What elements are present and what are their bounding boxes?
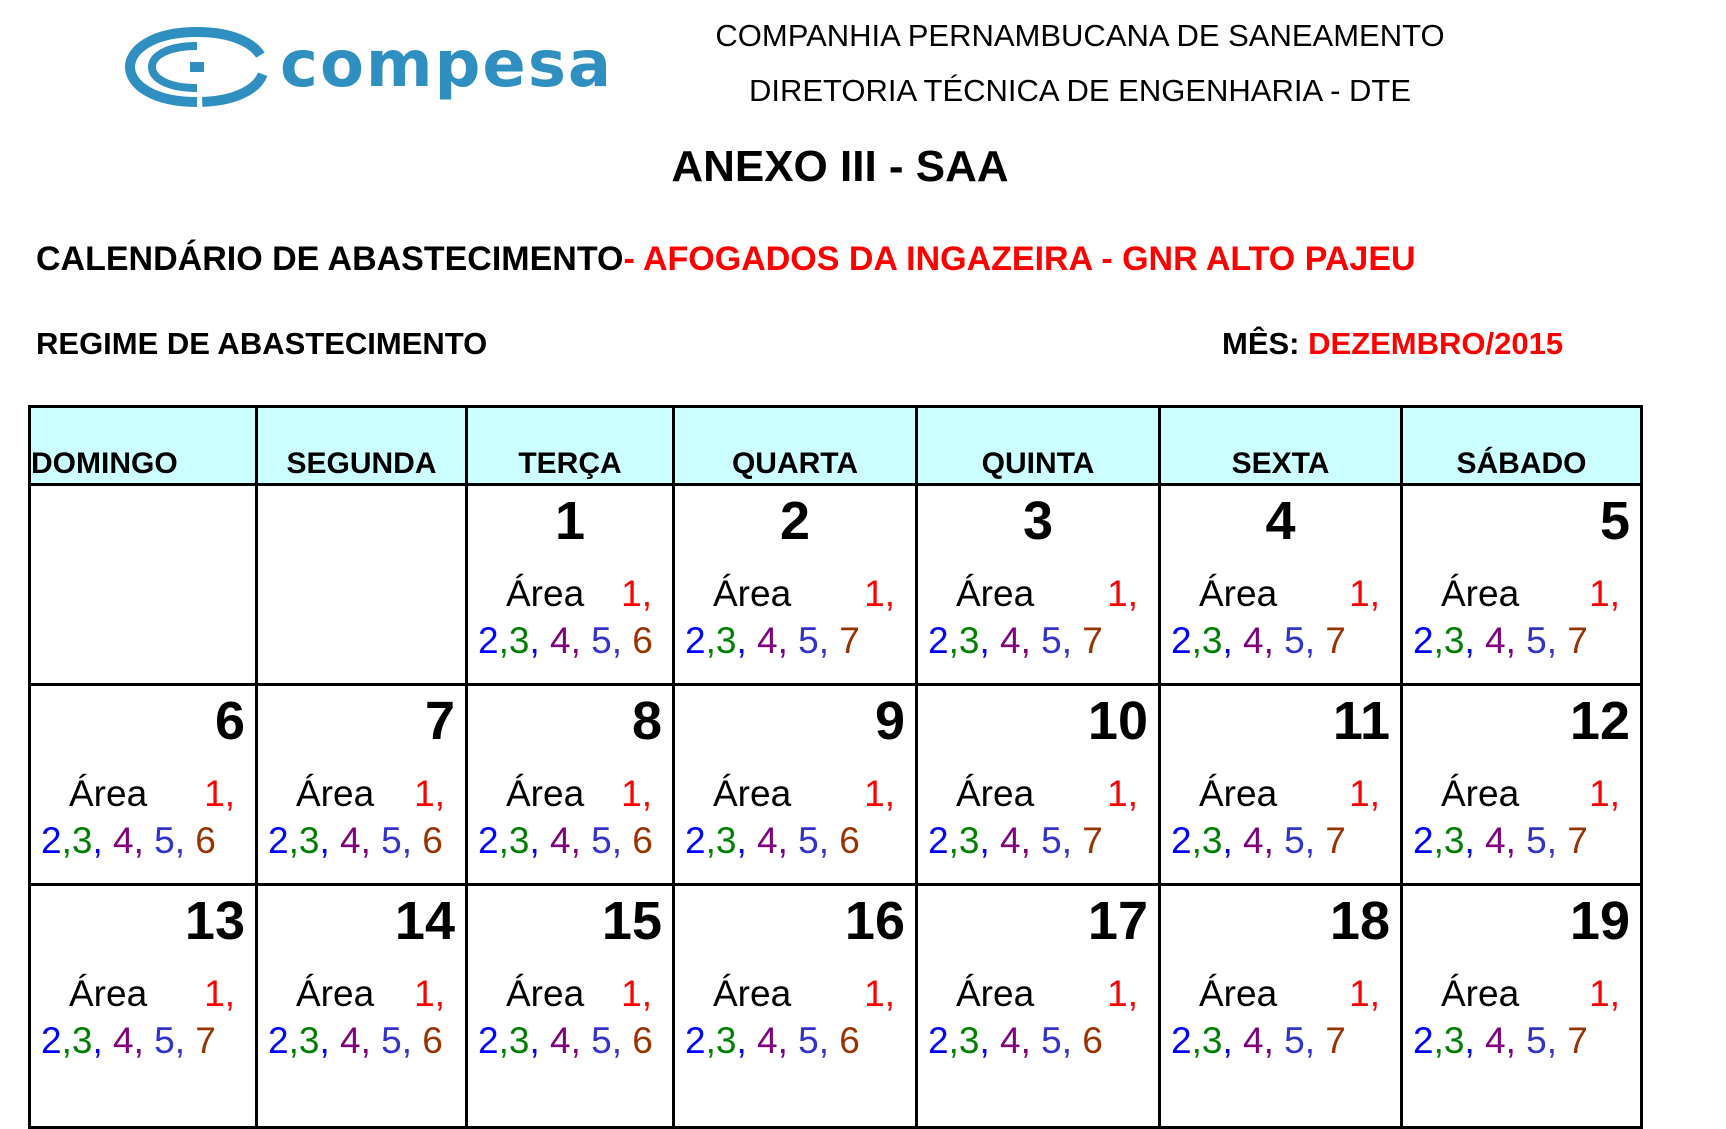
day-number: 8 bbox=[631, 691, 662, 751]
area-sep: , bbox=[1061, 620, 1072, 661]
area-last: 7 bbox=[1325, 1020, 1346, 1061]
area-sep: , bbox=[948, 820, 959, 861]
month-label: MÊS: bbox=[1222, 326, 1300, 361]
area-sep: , bbox=[319, 1020, 330, 1061]
day-number: 4 bbox=[1265, 491, 1296, 551]
area-sep: , bbox=[979, 620, 990, 661]
area-5: 5 bbox=[1041, 620, 1062, 661]
area-5: 5 bbox=[1041, 820, 1062, 861]
day-number: 15 bbox=[601, 891, 662, 951]
area-2: 2 bbox=[478, 620, 499, 661]
area-word: Área bbox=[713, 773, 792, 814]
area-last: 7 bbox=[1567, 1020, 1588, 1061]
area-4: 4 bbox=[113, 820, 134, 861]
area-word: Área bbox=[69, 973, 148, 1014]
supply-areas bbox=[928, 570, 1148, 664]
area-1: 1, bbox=[621, 973, 652, 1014]
area-sep: , bbox=[818, 820, 829, 861]
area-sep: , bbox=[705, 620, 716, 661]
area-2: 2 bbox=[41, 820, 62, 861]
area-2: 2 bbox=[928, 820, 949, 861]
area-sep: , bbox=[1546, 1020, 1557, 1061]
weekday-header: TERÇA bbox=[467, 407, 674, 485]
area-3: 3 bbox=[1443, 620, 1465, 661]
area-3: 3 bbox=[958, 820, 980, 861]
calendar-day-cell bbox=[1160, 685, 1402, 885]
area-5: 5 bbox=[1526, 620, 1547, 661]
area-3: 3 bbox=[715, 1020, 737, 1061]
area-last: 6 bbox=[839, 820, 860, 861]
area-sep: , bbox=[1020, 820, 1031, 861]
area-2: 2 bbox=[478, 1020, 499, 1061]
logo-wordmark: compesa bbox=[280, 28, 614, 102]
area-sep: , bbox=[360, 820, 371, 861]
area-sep: , bbox=[1433, 1020, 1444, 1061]
calendar-day-cell bbox=[674, 885, 917, 1128]
area-sep: , bbox=[92, 1020, 103, 1061]
area-sep: , bbox=[1191, 620, 1202, 661]
calendar-day-cell bbox=[917, 685, 1160, 885]
area-3: 3 bbox=[958, 620, 980, 661]
area-sep: , bbox=[498, 1020, 509, 1061]
area-5: 5 bbox=[591, 820, 612, 861]
day-number: 13 bbox=[184, 891, 245, 951]
area-word: Área bbox=[1199, 773, 1278, 814]
area-last: 7 bbox=[1082, 820, 1103, 861]
area-5: 5 bbox=[381, 820, 402, 861]
area-sep: , bbox=[1505, 820, 1516, 861]
area-sep: , bbox=[705, 820, 716, 861]
month-field bbox=[1222, 326, 1563, 362]
compesa-logo bbox=[122, 22, 614, 112]
area-last: 7 bbox=[1567, 820, 1588, 861]
area-sep: , bbox=[1304, 1020, 1315, 1061]
day-number: 3 bbox=[1022, 491, 1054, 551]
area-1: 1, bbox=[864, 573, 895, 614]
area-last: 6 bbox=[422, 820, 443, 861]
area-2: 2 bbox=[1171, 620, 1192, 661]
annex-title: ANEXO III - SAA bbox=[671, 142, 1009, 191]
area-4: 4 bbox=[340, 820, 361, 861]
area-word: Área bbox=[296, 773, 375, 814]
area-sep: , bbox=[777, 620, 788, 661]
day-number: 17 bbox=[1087, 891, 1148, 951]
area-5: 5 bbox=[1041, 1020, 1062, 1061]
area-sep: , bbox=[1304, 620, 1315, 661]
area-sep: , bbox=[1222, 820, 1233, 861]
supply-areas bbox=[685, 570, 905, 664]
area-3: 3 bbox=[1201, 620, 1223, 661]
calendar-location: - AFOGADOS DA INGAZEIRA - GNR ALTO PAJEU bbox=[623, 240, 1416, 278]
area-1: 1, bbox=[1107, 573, 1138, 614]
area-4: 4 bbox=[1485, 820, 1506, 861]
day-number: 11 bbox=[1332, 691, 1390, 751]
supply-areas bbox=[1413, 770, 1630, 864]
area-word: Área bbox=[713, 573, 792, 614]
area-1: 1, bbox=[1349, 573, 1380, 614]
day-number: 10 bbox=[1087, 691, 1148, 751]
area-5: 5 bbox=[798, 820, 819, 861]
area-1: 1, bbox=[1107, 773, 1138, 814]
supply-areas bbox=[1171, 970, 1390, 1064]
area-sep: , bbox=[133, 1020, 144, 1061]
area-sep: , bbox=[948, 1020, 959, 1061]
area-sep: , bbox=[498, 620, 509, 661]
calendar-week-row bbox=[30, 485, 1642, 685]
area-sep: , bbox=[736, 820, 747, 861]
area-sep: , bbox=[1464, 1020, 1475, 1061]
directorate-name: DIRETORIA TÉCNICA DE ENGENHARIA - DTE bbox=[748, 73, 1412, 108]
area-last: 7 bbox=[1082, 620, 1103, 661]
area-word: Área bbox=[1199, 973, 1278, 1014]
supply-areas bbox=[928, 970, 1148, 1064]
area-sep: , bbox=[777, 820, 788, 861]
area-4: 4 bbox=[757, 1020, 778, 1061]
area-sep: , bbox=[92, 820, 103, 861]
area-3: 3 bbox=[958, 1020, 980, 1061]
area-word: Área bbox=[713, 973, 792, 1014]
area-2: 2 bbox=[685, 820, 706, 861]
area-2: 2 bbox=[1413, 620, 1434, 661]
area-sep: , bbox=[611, 820, 622, 861]
area-sep: , bbox=[133, 820, 144, 861]
area-3: 3 bbox=[508, 620, 530, 661]
area-1: 1, bbox=[1589, 973, 1620, 1014]
supply-areas bbox=[478, 570, 662, 664]
area-sep: , bbox=[529, 820, 540, 861]
supply-areas bbox=[1413, 970, 1630, 1064]
supply-areas bbox=[1171, 570, 1390, 664]
area-1: 1, bbox=[204, 773, 235, 814]
area-1: 1, bbox=[414, 973, 445, 1014]
calendar-week-row bbox=[30, 685, 1642, 885]
area-last: 6 bbox=[632, 620, 653, 661]
day-number: 19 bbox=[1569, 891, 1630, 951]
area-sep: , bbox=[1263, 820, 1274, 861]
area-2: 2 bbox=[41, 1020, 62, 1061]
day-number: 7 bbox=[424, 691, 455, 751]
company-name: COMPANHIA PERNAMBUCANA DE SANEAMENTO bbox=[715, 18, 1445, 53]
area-4: 4 bbox=[1485, 620, 1506, 661]
day-number: 2 bbox=[779, 491, 811, 551]
area-word: Área bbox=[506, 573, 585, 614]
area-sep: , bbox=[1433, 620, 1444, 661]
area-sep: , bbox=[570, 620, 581, 661]
area-5: 5 bbox=[798, 1020, 819, 1061]
area-sep: , bbox=[1433, 820, 1444, 861]
area-3: 3 bbox=[715, 620, 737, 661]
area-1: 1, bbox=[864, 773, 895, 814]
area-sep: , bbox=[174, 820, 185, 861]
calendar-day-cell bbox=[30, 485, 257, 685]
calendar-day-cell bbox=[257, 485, 467, 685]
area-3: 3 bbox=[508, 1020, 530, 1061]
area-2: 2 bbox=[685, 1020, 706, 1061]
day-number: 5 bbox=[1599, 491, 1630, 551]
area-3: 3 bbox=[71, 1020, 93, 1061]
area-5: 5 bbox=[1284, 1020, 1305, 1061]
area-1: 1, bbox=[1589, 773, 1620, 814]
supply-areas bbox=[928, 770, 1148, 864]
area-sep: , bbox=[498, 820, 509, 861]
area-sep: , bbox=[570, 820, 581, 861]
calendar-day-cell bbox=[1160, 885, 1402, 1128]
area-4: 4 bbox=[757, 820, 778, 861]
supply-calendar bbox=[28, 405, 1643, 1129]
calendar-day-cell bbox=[674, 485, 917, 685]
area-word: Área bbox=[1199, 573, 1278, 614]
area-1: 1, bbox=[1349, 973, 1380, 1014]
area-sep: , bbox=[1546, 820, 1557, 861]
calendar-day-cell bbox=[467, 485, 674, 685]
area-5: 5 bbox=[1526, 1020, 1547, 1061]
weekday-header: DOMINGO bbox=[30, 407, 257, 485]
weekday-header: SÁBADO bbox=[1402, 407, 1642, 485]
area-sep: , bbox=[61, 820, 72, 861]
area-4: 4 bbox=[1000, 820, 1021, 861]
area-4: 4 bbox=[550, 620, 571, 661]
area-1: 1, bbox=[621, 573, 652, 614]
area-word: Área bbox=[956, 973, 1035, 1014]
area-last: 6 bbox=[195, 820, 216, 861]
area-5: 5 bbox=[1526, 820, 1547, 861]
area-1: 1, bbox=[621, 773, 652, 814]
area-sep: , bbox=[1061, 820, 1072, 861]
area-2: 2 bbox=[928, 620, 949, 661]
area-sep: , bbox=[570, 1020, 581, 1061]
area-last: 7 bbox=[839, 620, 860, 661]
area-sep: , bbox=[1464, 620, 1475, 661]
area-sep: , bbox=[401, 1020, 412, 1061]
area-3: 3 bbox=[508, 820, 530, 861]
area-4: 4 bbox=[1000, 620, 1021, 661]
weekday-header: SEXTA bbox=[1160, 407, 1402, 485]
calendar-day-cell bbox=[467, 885, 674, 1128]
supply-areas bbox=[1171, 770, 1390, 864]
month-value: DEZEMBRO/2015 bbox=[1308, 326, 1564, 361]
area-1: 1, bbox=[1107, 973, 1138, 1014]
area-5: 5 bbox=[154, 820, 175, 861]
area-4: 4 bbox=[1243, 1020, 1264, 1061]
area-2: 2 bbox=[268, 1020, 289, 1061]
area-3: 3 bbox=[1201, 1020, 1223, 1061]
day-number: 1 bbox=[554, 491, 586, 551]
area-sep: , bbox=[319, 820, 330, 861]
calendar-day-cell bbox=[1402, 485, 1642, 685]
area-sep: , bbox=[1304, 820, 1315, 861]
area-sep: , bbox=[529, 620, 540, 661]
area-sep: , bbox=[611, 1020, 622, 1061]
area-sep: , bbox=[1222, 620, 1233, 661]
area-word: Área bbox=[956, 573, 1035, 614]
area-last: 6 bbox=[422, 1020, 443, 1061]
area-sep: , bbox=[61, 1020, 72, 1061]
area-2: 2 bbox=[1413, 1020, 1434, 1061]
area-4: 4 bbox=[550, 820, 571, 861]
area-word: Área bbox=[956, 773, 1035, 814]
area-2: 2 bbox=[268, 820, 289, 861]
area-word: Área bbox=[296, 973, 375, 1014]
area-3: 3 bbox=[71, 820, 93, 861]
area-sep: , bbox=[1546, 620, 1557, 661]
area-2: 2 bbox=[1171, 820, 1192, 861]
area-last: 7 bbox=[195, 1020, 216, 1061]
area-4: 4 bbox=[340, 1020, 361, 1061]
area-sep: , bbox=[818, 1020, 829, 1061]
area-last: 7 bbox=[1567, 620, 1588, 661]
supply-areas bbox=[685, 970, 905, 1064]
area-5: 5 bbox=[381, 1020, 402, 1061]
supply-areas bbox=[1413, 570, 1630, 664]
area-sep: , bbox=[401, 820, 412, 861]
area-sep: , bbox=[288, 820, 299, 861]
area-5: 5 bbox=[591, 1020, 612, 1061]
area-word: Área bbox=[506, 973, 585, 1014]
area-1: 1, bbox=[414, 773, 445, 814]
calendar-day-cell bbox=[467, 685, 674, 885]
area-sep: , bbox=[1061, 1020, 1072, 1061]
area-4: 4 bbox=[1243, 620, 1264, 661]
area-sep: , bbox=[736, 1020, 747, 1061]
area-1: 1, bbox=[1349, 773, 1380, 814]
area-5: 5 bbox=[1284, 820, 1305, 861]
area-sep: , bbox=[979, 1020, 990, 1061]
calendar-label: CALENDÁRIO DE ABASTECIMENTO bbox=[36, 240, 624, 278]
day-number: 16 bbox=[844, 891, 905, 951]
area-sep: , bbox=[360, 1020, 371, 1061]
calendar-day-cell bbox=[30, 885, 257, 1128]
area-sep: , bbox=[777, 1020, 788, 1061]
area-1: 1, bbox=[1589, 573, 1620, 614]
day-number: 18 bbox=[1329, 891, 1390, 951]
area-sep: , bbox=[705, 1020, 716, 1061]
area-5: 5 bbox=[154, 1020, 175, 1061]
area-word: Área bbox=[1441, 573, 1520, 614]
area-3: 3 bbox=[1201, 820, 1223, 861]
area-word: Área bbox=[1441, 973, 1520, 1014]
area-3: 3 bbox=[298, 1020, 320, 1061]
area-2: 2 bbox=[1413, 820, 1434, 861]
calendar-day-cell bbox=[1402, 685, 1642, 885]
calendar-day-cell bbox=[1402, 885, 1642, 1128]
area-2: 2 bbox=[685, 620, 706, 661]
area-last: 6 bbox=[839, 1020, 860, 1061]
supply-areas bbox=[41, 770, 245, 864]
area-3: 3 bbox=[1443, 820, 1465, 861]
area-4: 4 bbox=[1000, 1020, 1021, 1061]
area-4: 4 bbox=[1485, 1020, 1506, 1061]
calendar-day-cell bbox=[917, 485, 1160, 685]
area-last: 6 bbox=[1082, 1020, 1103, 1061]
area-2: 2 bbox=[928, 1020, 949, 1061]
area-word: Área bbox=[506, 773, 585, 814]
area-4: 4 bbox=[113, 1020, 134, 1061]
area-sep: , bbox=[736, 620, 747, 661]
area-sep: , bbox=[1191, 820, 1202, 861]
calendar-title bbox=[36, 240, 1416, 279]
day-number: 9 bbox=[874, 691, 905, 751]
area-4: 4 bbox=[757, 620, 778, 661]
supply-areas bbox=[268, 970, 455, 1064]
calendar-week-row bbox=[30, 885, 1642, 1128]
area-sep: , bbox=[1505, 620, 1516, 661]
area-3: 3 bbox=[298, 820, 320, 861]
supply-areas bbox=[478, 970, 662, 1064]
day-number: 6 bbox=[214, 691, 245, 751]
area-sep: , bbox=[1222, 1020, 1233, 1061]
compesa-swirl-icon bbox=[122, 22, 272, 112]
weekday-header: QUINTA bbox=[917, 407, 1160, 485]
area-sep: , bbox=[174, 1020, 185, 1061]
supply-areas bbox=[685, 770, 905, 864]
calendar-day-cell bbox=[1160, 485, 1402, 685]
area-sep: , bbox=[1263, 1020, 1274, 1061]
area-3: 3 bbox=[1443, 1020, 1465, 1061]
area-1: 1, bbox=[864, 973, 895, 1014]
area-sep: , bbox=[818, 620, 829, 661]
weekday-header-row bbox=[30, 407, 1642, 485]
calendar-day-cell bbox=[257, 885, 467, 1128]
area-2: 2 bbox=[1171, 1020, 1192, 1061]
area-4: 4 bbox=[1243, 820, 1264, 861]
area-sep: , bbox=[948, 620, 959, 661]
area-sep: , bbox=[1191, 1020, 1202, 1061]
supply-areas bbox=[478, 770, 662, 864]
area-sep: , bbox=[611, 620, 622, 661]
area-sep: , bbox=[529, 1020, 540, 1061]
regime-label: REGIME DE ABASTECIMENTO bbox=[36, 326, 488, 361]
area-5: 5 bbox=[591, 620, 612, 661]
area-sep: , bbox=[1020, 1020, 1031, 1061]
supply-areas bbox=[268, 770, 455, 864]
area-5: 5 bbox=[1284, 620, 1305, 661]
area-last: 7 bbox=[1325, 820, 1346, 861]
area-last: 6 bbox=[632, 820, 653, 861]
calendar-day-cell bbox=[674, 685, 917, 885]
weekday-header: SEGUNDA bbox=[257, 407, 467, 485]
area-5: 5 bbox=[798, 620, 819, 661]
area-4: 4 bbox=[550, 1020, 571, 1061]
area-last: 6 bbox=[632, 1020, 653, 1061]
area-1: 1, bbox=[204, 973, 235, 1014]
area-sep: , bbox=[288, 1020, 299, 1061]
area-sep: , bbox=[1464, 820, 1475, 861]
area-2: 2 bbox=[478, 820, 499, 861]
area-word: Área bbox=[1441, 773, 1520, 814]
area-sep: , bbox=[979, 820, 990, 861]
area-3: 3 bbox=[715, 820, 737, 861]
area-sep: , bbox=[1020, 620, 1031, 661]
weekday-header: QUARTA bbox=[674, 407, 917, 485]
day-number: 12 bbox=[1569, 691, 1630, 751]
area-sep: , bbox=[1505, 1020, 1516, 1061]
calendar-day-cell bbox=[257, 685, 467, 885]
area-word: Área bbox=[69, 773, 148, 814]
calendar-day-cell bbox=[917, 885, 1160, 1128]
day-number: 14 bbox=[394, 891, 455, 951]
calendar-day-cell bbox=[30, 685, 257, 885]
company-header bbox=[700, 8, 1460, 118]
area-sep: , bbox=[1263, 620, 1274, 661]
supply-areas bbox=[41, 970, 245, 1064]
area-last: 7 bbox=[1325, 620, 1346, 661]
